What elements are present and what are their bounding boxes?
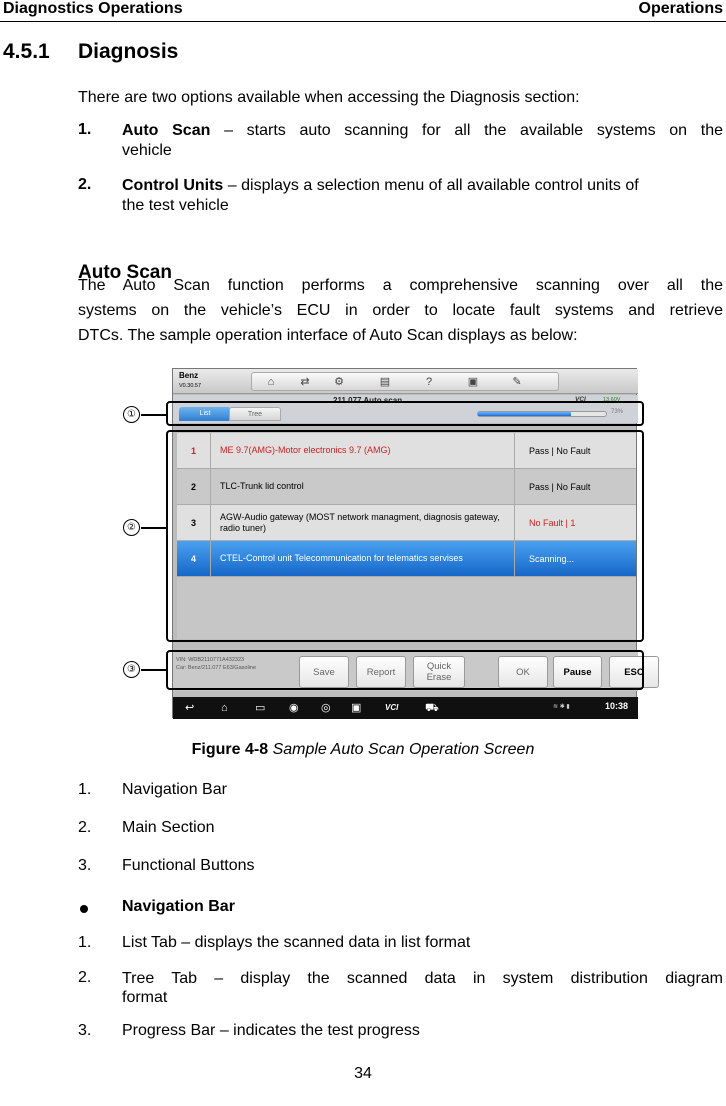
save-icon[interactable]: ▣ <box>467 376 479 388</box>
option-1-term: Auto Scan <box>122 122 211 139</box>
report-button[interactable]: Report <box>356 656 406 688</box>
recent-apps-icon[interactable]: ▭ <box>255 702 266 714</box>
tab-tree[interactable]: Tree <box>229 407 281 421</box>
data-logging-icon[interactable]: ✎ <box>512 376 522 388</box>
autoscan-para-line1: The Auto Scan function performs a comprehensive scanning over all the <box>78 277 723 294</box>
option-1-line2: vehicle <box>122 142 172 159</box>
page-number: 34 <box>354 1065 372 1082</box>
callout-frame-main <box>166 430 644 642</box>
nav-item-3-text: Progress Bar – indicates the test progress <box>122 1022 420 1039</box>
callout-frame-buttons <box>166 650 644 690</box>
autoscan-heading: Auto Scan <box>78 262 172 283</box>
part-3-number: 3. <box>78 857 92 874</box>
system-bar <box>173 697 638 719</box>
row-system: CTEL-Control unit Telecommunication for telematics servises <box>220 553 463 563</box>
bullet-icon <box>80 905 88 913</box>
option-2-term: Control Units <box>122 177 224 194</box>
section-number: 4.5.1 <box>3 40 50 63</box>
print-icon[interactable]: ▤ <box>379 376 391 388</box>
help-icon[interactable]: ? <box>425 375 433 388</box>
vehicle-swap-icon[interactable]: ⇄ <box>300 376 310 388</box>
nav-item-2-number: 2. <box>78 969 92 986</box>
page-header <box>0 0 726 22</box>
save-button[interactable]: Save <box>299 656 349 688</box>
autoscan-para-line2: systems on the vehicle’s ECU in order to locate fault systems and retrieve <box>78 302 723 319</box>
header-right: Operations <box>638 0 723 17</box>
status-icons: ≋ ✱ ▮ <box>553 704 570 710</box>
vin-line: VIN: WDB2110771A432323 <box>176 657 245 663</box>
back-icon[interactable]: ↩ <box>185 702 195 714</box>
part-1-label: Navigation Bar <box>122 781 227 798</box>
callout-marker-2: ② <box>123 519 140 536</box>
autoscan-para-line3: DTCs. The sample operation interface of Auto Scan displays as below: <box>78 327 578 344</box>
battery-voltage: 13.60V <box>603 397 621 403</box>
section-name: Diagnosis <box>78 40 179 63</box>
vci-indicator: VCI <box>575 396 586 403</box>
section-title <box>3 40 178 64</box>
callout-leader-3 <box>141 669 167 671</box>
figure-text: Sample Auto Scan Operation Screen <box>272 741 535 758</box>
nav-item-1-number: 1. <box>78 934 92 951</box>
row-status: Scanning... <box>514 541 636 576</box>
part-2-number: 2. <box>78 819 92 836</box>
option-2-line2: the test vehicle <box>122 197 229 214</box>
figure-caption <box>0 741 726 759</box>
nav-heading: Navigation Bar <box>122 898 235 915</box>
camera-icon[interactable]: ◎ <box>321 702 331 714</box>
callout-marker-3: ③ <box>123 661 140 678</box>
software-version: V0.30.57 <box>179 383 202 389</box>
tablet-toolbar <box>173 369 638 394</box>
row-system: AGW-Audio gateway (MOST network managment, diagnosis gateway, radio tuner) <box>220 511 500 533</box>
pause-button[interactable]: Pause <box>553 656 602 688</box>
nav-item-3-number: 3. <box>78 1022 92 1039</box>
part-3-label: Functional Buttons <box>122 857 255 874</box>
row-system: ME 9.7(AMG)-Motor electronics 9.7 (AMG) <box>220 445 391 455</box>
home-icon[interactable]: ⌂ <box>267 375 275 388</box>
row-system: TLC-Trunk lid control <box>220 481 304 491</box>
esc-button[interactable]: ESC <box>609 656 659 688</box>
toolbar-buttons <box>251 372 559 391</box>
option-1-text: – starts auto scanning for all the available systems on the <box>210 122 724 139</box>
option-2-line1 <box>122 176 726 196</box>
settings-icon[interactable]: ⚙ <box>334 376 344 388</box>
row-number: 2 <box>177 469 211 504</box>
car-line: Car: Benz/211.077 E63/Gasoline <box>176 665 257 671</box>
row-status: Pass | No Fault <box>514 469 636 504</box>
vehicle-brand <box>179 371 201 391</box>
option-1-line1 <box>122 121 723 141</box>
option-1-number: 1. <box>78 121 92 138</box>
callout-marker-1: ① <box>123 406 140 423</box>
header-left: Diagnostics Operations <box>3 0 183 17</box>
tab-list[interactable]: List <box>179 407 231 421</box>
quick-erase-button[interactable]: Quick Erase <box>413 656 465 688</box>
row-status: No Fault | 1 <box>514 505 636 540</box>
nav-item-2-text-line2: format <box>122 989 168 1006</box>
option-2-number: 2. <box>78 176 92 193</box>
callout-frame-navigation <box>166 401 644 426</box>
nav-item-1-text: List Tab – displays the scanned data in list format <box>122 934 471 951</box>
row-status: Pass | No Fault <box>514 433 636 468</box>
car-icon[interactable]: ⛟ <box>425 702 439 714</box>
display-icon[interactable]: ▣ <box>351 702 362 714</box>
browser-icon[interactable]: ◉ <box>289 702 299 714</box>
callout-leader-1 <box>141 414 167 416</box>
vci-icon[interactable]: VCI <box>385 703 399 712</box>
ok-button[interactable]: OK <box>498 656 548 688</box>
screen-title: 211.077 Auto scan <box>333 396 403 405</box>
option-2-text: – displays a selection menu of all available control units of <box>223 177 639 194</box>
clock: 10:38 <box>605 701 629 711</box>
row-number: 1 <box>177 433 211 468</box>
home-icon[interactable]: ⌂ <box>221 702 228 714</box>
part-1-number: 1. <box>78 781 92 798</box>
intro-text: There are two options available when accessing the Diagnosis section: <box>78 89 580 106</box>
progress-percent: 73% <box>611 409 624 415</box>
brand-name: Benz <box>179 371 199 380</box>
callout-leader-2 <box>141 527 167 529</box>
nav-item-2-text: Tree Tab – display the scanned data in system distribution diagram <box>122 970 723 987</box>
figure-label: Figure 4-8 <box>191 741 269 758</box>
part-2-label: Main Section <box>122 819 215 836</box>
row-number: 4 <box>177 541 211 576</box>
row-number: 3 <box>177 505 211 540</box>
